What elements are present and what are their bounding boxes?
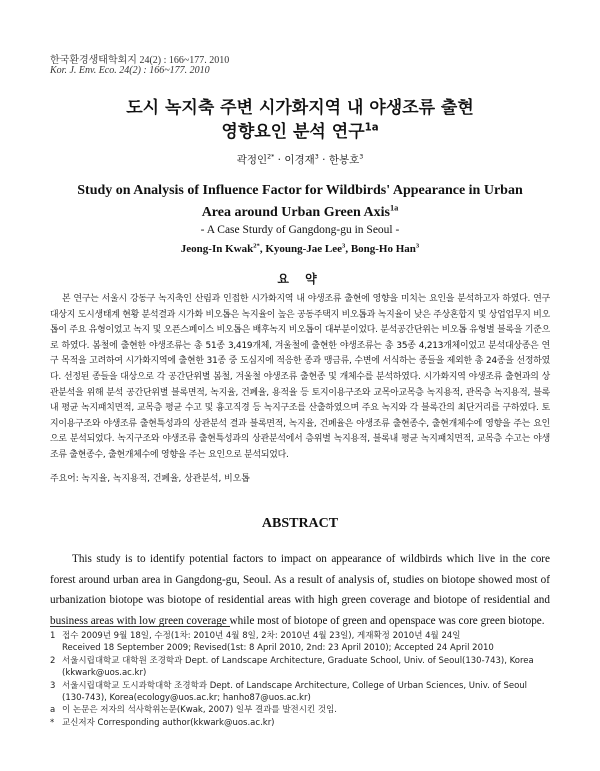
footnote-item (50, 680, 550, 705)
author-ko-2: 이경재 (284, 154, 315, 166)
footnote-marker: a (50, 705, 56, 716)
footnote-marker: * (50, 717, 55, 728)
title-en-line2: Area around Urban Green Axis$^{1a}$ (201, 203, 399, 220)
author-separator: · (277, 154, 281, 166)
footnote-marker: 1 (50, 631, 56, 641)
summary-body (50, 292, 550, 464)
title-en (0, 180, 600, 224)
footnotes (50, 630, 550, 729)
authors-en: Jeong-In Kwak$^{2*}$, Kyoung-Jae Lee$^3$, Bong-Ho Han$^3$ (180, 242, 420, 255)
footnote-marker: 2 (50, 655, 56, 666)
author-en-1: Jeong-In Kwak (180, 243, 254, 255)
footnote-text (62, 630, 550, 655)
abstract-body (50, 549, 550, 631)
author-separator: · (322, 154, 326, 166)
footnote-divider (50, 626, 230, 627)
footnote-item (50, 704, 550, 716)
summary-heading: 요 약 (277, 272, 323, 286)
abstract-text: This study is to identify potential factors to impact on appearance of wildbirds which live in the core forest around urban area in Gangdong-gu, Seoul. As a result of analysis of, studies on biotope showed most of urbanization biotope was biotope of residential areas with high green coverage and biotope of residential and business areas with low green coverage while most of biotope of green and openspace was core green biotope. (50, 553, 550, 627)
summary-text: 본 연구는 서울시 강동구 녹지축인 산림과 인접한 시가화지역 내 야생조류 출현에 영향을 미치는 요인을 분석하고자 하였다. 연구대상지 도시생태계 현황 분석결과 시가화 비오톱은 녹지율이 높은 공동주택지 비오톱과 녹지율이 낮은 주상혼합지 및 상업업무지 비오톱이 주요 유형이었고 녹지 및 오픈스페이스 비오톱은 배후녹지 비오톱이 대부분이었다. 분석공간단위는 비오톱 유형별 블록을 기준으로 하였다. 봄철에 출현한 야생조류는 총 51종 3,419개체, 겨울철에 출현한 야생조류는 총 35종 4,213개체이었고 분석대상종은 연구 목적을 고려하여 시가화지역에 출현한 31종 중 도심지에 적응한 종과 맹금류, 수변에 서식하는 종들을 제외한 총 24종을 선정하였다. 선정된 종들을 대상으로 각 공간단위별 봄철, 겨울철 야생조류 출현종 및 개체수를 분석하였다. 시가화지역 야생조류 출현과의 상관분석을 위해 분석 공간단위별 블록면적, 녹지율, 건폐율, 용적율 등 토지이용구조와 교목아교목층 녹지용적, 관목층 녹지용적, 블록내 평균 녹지패치면적, 교목층 평균 수고 및 흉고직경 등 녹지구조를 산출하였으며 주요 녹지와 각 블록간의 최단거리를 구하였다. 토지이용구조와 야생조류 출현특성과의 상관분석 결과 블록면적, 녹지율, 건폐율은 야생조류 출현종수, 출현개체수에 영향을 주는 요인으로 분석되었다. 녹지구조와 야생조류 출현특성과의 상관분석에서 층위별 녹지용적, 블록내 평균 녹지패치면적, 교목층 수고는 야생조류 출현종수, 출현개체수에 영향을 주는 요인으로 분석되었다. (50, 294, 550, 460)
footnote-line: (kkwark@uos.ac.kr) (62, 668, 147, 679)
journal-citation-en: Kor. J. Env. Eco. 24(2) : 166~177. 2010 (50, 65, 210, 76)
author-en-3: Bong-Ho Han (350, 243, 416, 255)
abstract-heading: ABSTRACT (261, 516, 339, 531)
footnote-line: 접수 2009년 9월 18일, 수정(1차: 2010년 4월 8일, 2차: 2010년 4월 23일), 게재확정 2010년 4월 24일 (62, 631, 461, 641)
footnote-text (62, 655, 550, 680)
footnote-item (50, 655, 550, 680)
footnote-line: Received 18 September 2009; Revised(1st: 8 April 2010, 2nd: 23 April 2010); Accepted 24 April 2010 (62, 643, 494, 654)
footnote-line: 교신저자 Corresponding author(kkwark@uos.ac.kr) (62, 717, 275, 728)
keywords: 주요어: 녹지율, 녹지용적, 건폐율, 상관분석, 비오톱 (50, 474, 250, 484)
journal-citation-ko: 한국환경생태학회지 24(2) : 166~177. 2010 (50, 55, 230, 66)
authors-ko: 곽정인$^{2*}$ · 이경재$^3$ · 한봉호$^3$ (236, 153, 364, 166)
footnote-marker: 3 (50, 680, 56, 691)
author-ko-1: 곽정인 (236, 154, 268, 166)
footnote-line: 이 논문은 저자의 석사학위논문(Kwak, 2007) 일부 결과를 발전시킨 것임. (62, 705, 338, 716)
title-en-line1: Study on Analysis of Influence Factor for Wildbirds' Appearance in Urban (77, 183, 523, 198)
title-ko (0, 96, 600, 144)
footnote-line: (130-743), Korea(ecology@uos.ac.kr; hanho87@uos.ac.kr) (62, 693, 311, 704)
footnote-text (62, 704, 550, 716)
author-ko-3: 한봉호 (328, 154, 360, 166)
footnote-line: 서울시립대학교 대학원 조경학과 Dept. of Landscape Architecture, Graduate School, Univ. of Seoul(130-743), Korea (62, 655, 534, 666)
author-en-2: Kyoung-Jae Lee (265, 243, 343, 255)
title-ko-line1: 도시 녹지축 주변 시가화지역 내 야생조류 출현 (126, 98, 474, 118)
subtitle-en: - A Case Sturdy of Gangdong-gu in Seoul - (200, 224, 400, 236)
footnote-text (62, 717, 550, 729)
footnote-line: 서울시립대학교 도시과학대학 조경학과 Dept. of Landscape Architecture, College of Urban Sciences, Univ. of Seoul (62, 680, 528, 691)
footnote-text (62, 680, 550, 705)
footnote-item (50, 717, 550, 729)
title-ko-line2: 영향요인 분석 연구$^{1a}$ (221, 122, 379, 142)
footnote-item (50, 630, 550, 655)
